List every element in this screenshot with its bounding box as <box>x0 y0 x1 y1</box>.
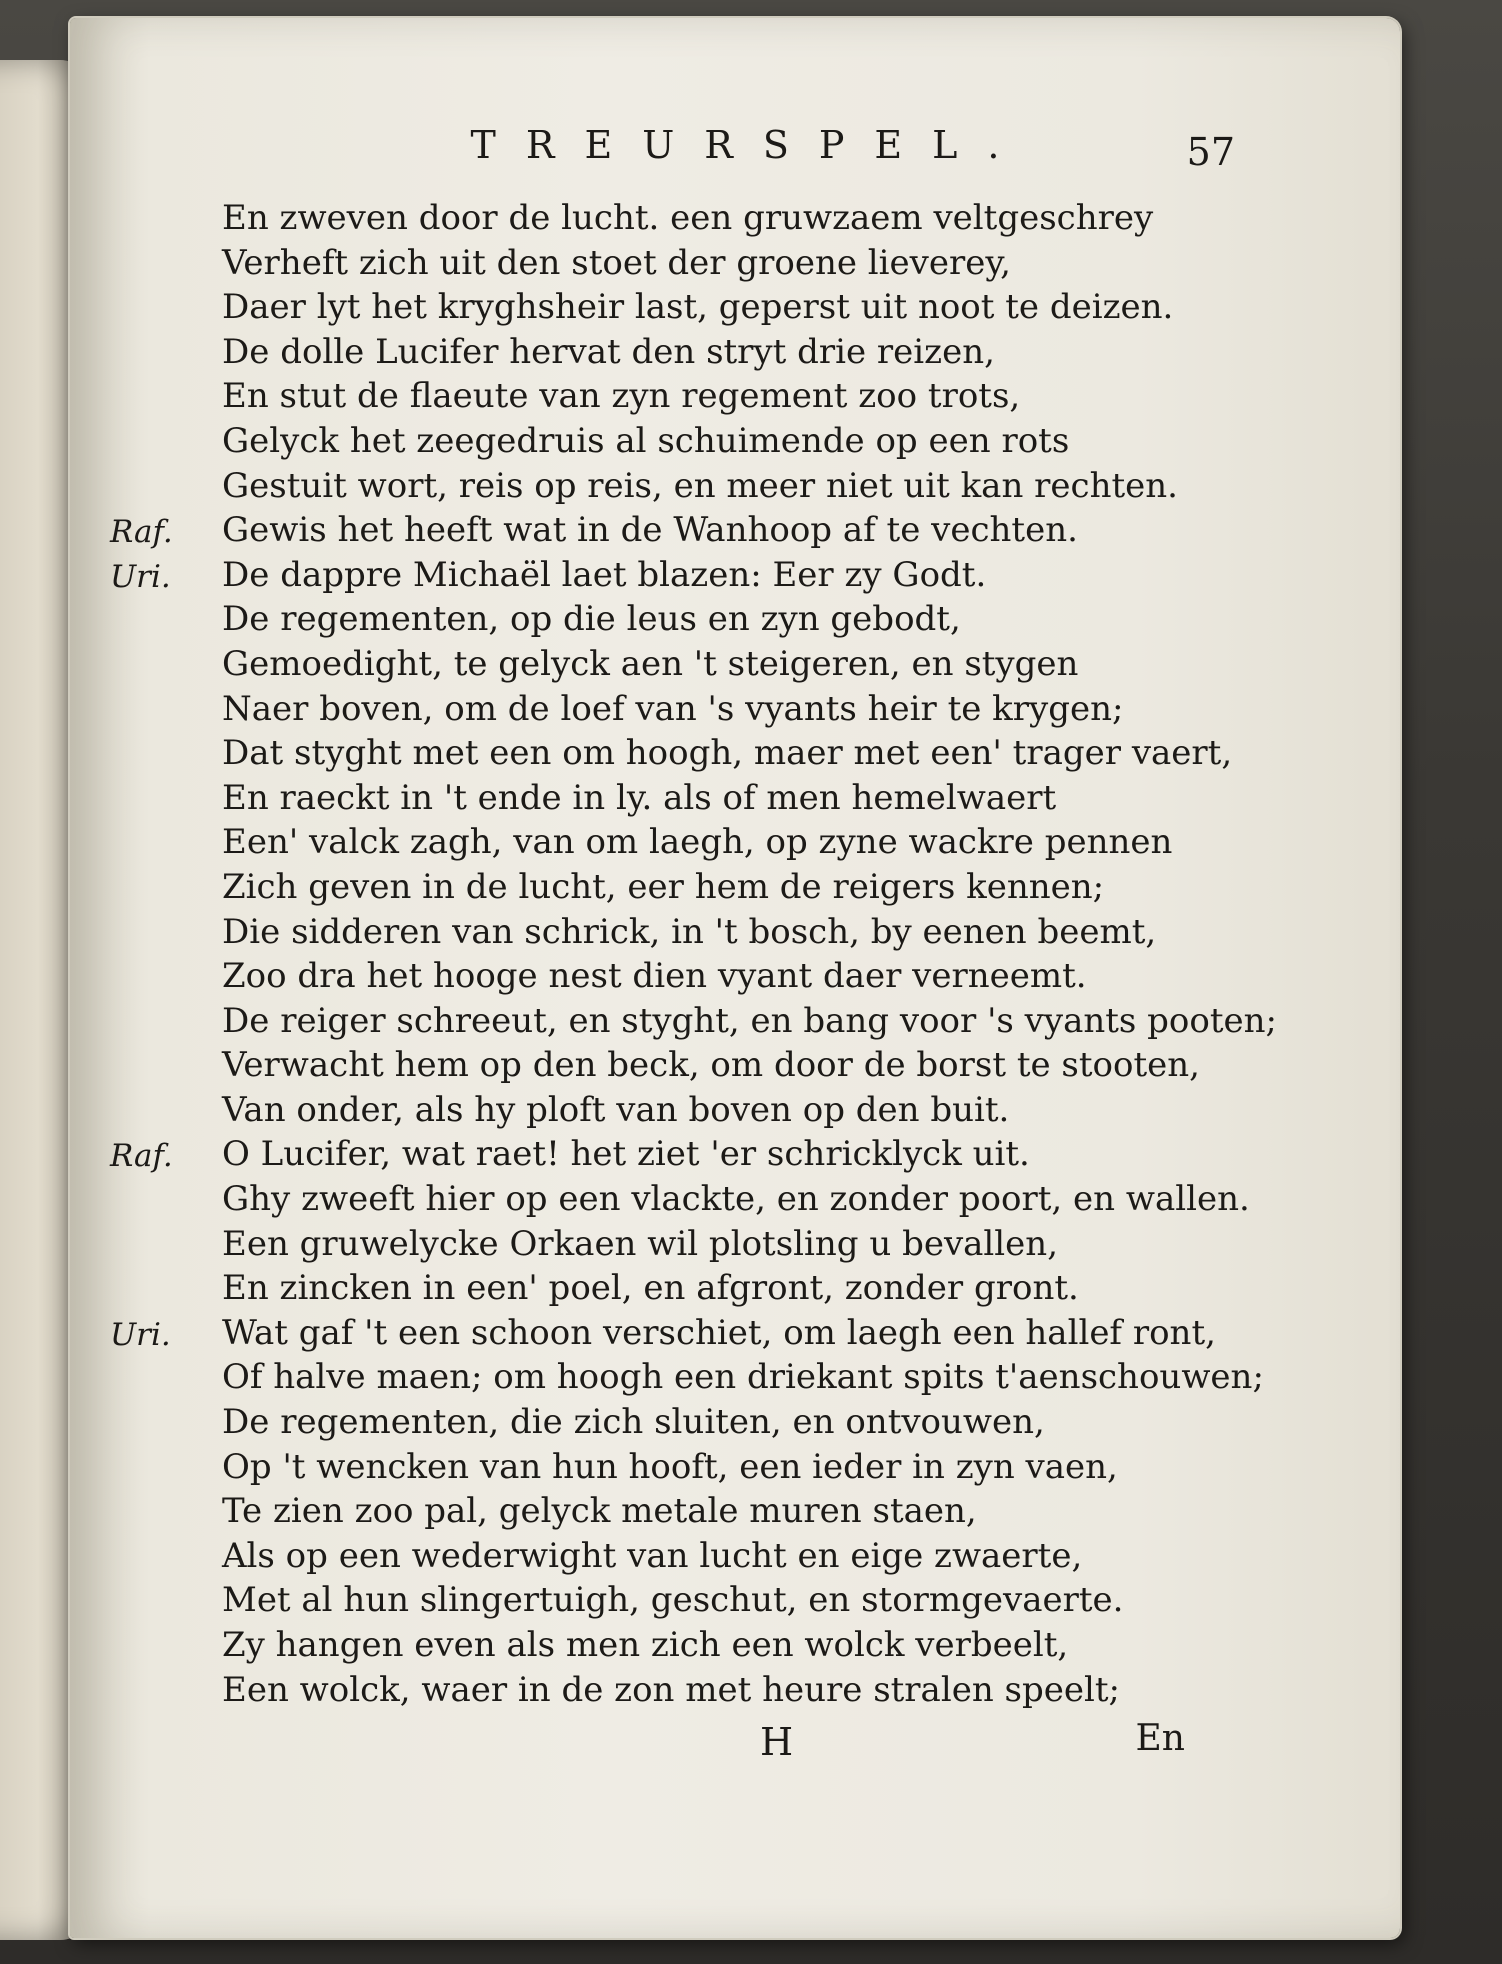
verse-line <box>110 1311 1260 1356</box>
verse-line-text: En zweven door de lucht. een gruwzaem veltgeschrey <box>222 198 1154 238</box>
verse-line <box>110 374 1260 419</box>
verse-line-text: De regementen, op die leus en zyn gebodt, <box>222 599 961 640</box>
verse-line <box>110 999 1278 1044</box>
verse-line <box>110 1489 1260 1534</box>
verse-line <box>110 1043 1260 1088</box>
verse-line <box>110 731 1260 776</box>
verse-line <box>110 1400 1260 1445</box>
verse-line <box>110 1534 1260 1579</box>
verse-line-text: Naer boven, om de loef van 's vyants heir te krygen; <box>222 688 1124 729</box>
verse-line-text: Met al hun slingertuigh, geschut, en stormgevaerte. <box>222 1580 1124 1621</box>
verse-line-text: Of halve maen; om hoogh een driekant spits t'aenschouwen; <box>222 1357 1264 1398</box>
verse-line-text: De reiger schreeut, en styght, en bang voor 's vyants pooten; <box>222 1000 1278 1041</box>
verse-line-text: Die sidderen van schrick, in 't bosch, by eenen beemt, <box>222 911 1157 952</box>
verse-line-text: Gewis het heeft wat in de Wanhoop af te vechten. <box>222 510 1078 551</box>
page-number: 57 <box>1186 130 1235 174</box>
verse-line-text: De dappre Michaël laet blazen: Eer zy Godt. <box>222 554 987 595</box>
verse-line <box>110 419 1260 464</box>
verse-line <box>110 1623 1260 1668</box>
verse-line <box>110 553 1260 598</box>
verse-line <box>110 687 1260 732</box>
verse-line-text: En stut de flaeute van zyn regement zoo trots, <box>222 376 1021 417</box>
verse-line-text: Verheft zich uit den stoet der groene lieverey, <box>222 242 1011 283</box>
verse-line-text: En zincken in een' poel, en afgront, zonder gront. <box>222 1268 1079 1309</box>
verse-line <box>110 330 1260 375</box>
verse-line-text: Een' valck zagh, van om laegh, op zyne wackre pennen <box>222 822 1173 863</box>
verse-line <box>110 285 1260 330</box>
speaker-label: Uri. <box>110 1316 171 1353</box>
verse-line <box>110 1132 1260 1177</box>
verse-line-text: Als op een wederwight van lucht en eige zwaerte, <box>222 1535 1083 1576</box>
verse-text <box>110 196 1278 1712</box>
verse-line <box>110 1266 1260 1311</box>
verse-line <box>110 1177 1260 1222</box>
verse-line <box>110 1445 1260 1490</box>
verse-line-text: Een gruwelycke Orkaen wil plotsling u bevallen, <box>222 1223 1059 1264</box>
verse-line-text: Wat gaf 't een schoon verschiet, om laegh een hallef ront, <box>222 1312 1216 1353</box>
verse-line <box>110 776 1260 821</box>
verse-line <box>110 1222 1260 1267</box>
catchword: En <box>1135 1718 1185 1759</box>
verse-line-text: De regementen, die zich sluiten, en ontvouwen, <box>222 1402 1045 1443</box>
verse-line-text: Ghy zweeft hier op een vlackte, en zonder poort, en wallen. <box>222 1179 1250 1220</box>
verse-line-text: Dat styght met een om hoogh, maer met een' trager vaert, <box>222 733 1233 774</box>
signature-mark: H <box>760 1720 794 1764</box>
speaker-label: Raf. <box>110 1138 173 1175</box>
verse-line-text: Gemoedight, te gelyck aen 't steigeren, en stygen <box>222 643 1079 684</box>
verse-line-text: Daer lyt het kryghsheir last, geperst uit noot te deizen. <box>222 287 1174 328</box>
verse-line <box>110 865 1260 910</box>
verse-line <box>110 820 1260 865</box>
verse-line-text: Zoo dra het hooge nest dien vyant daer verneemt. <box>222 956 1087 997</box>
verse-line <box>110 642 1260 687</box>
verse-line <box>110 597 1260 642</box>
speaker-label: Uri. <box>110 558 171 595</box>
verse-line-text: Te zien zoo pal, gelyck metale muren staen, <box>222 1491 977 1532</box>
verse-line-text: Op 't wencken van hun hooft, een ieder in zyn vaen, <box>222 1446 1118 1487</box>
verse-line-text: Zy hangen even als men zich een wolck verbeelt, <box>222 1625 1069 1665</box>
book-page <box>70 18 1400 1938</box>
verse-line <box>110 464 1260 509</box>
verse-line <box>110 1668 1260 1713</box>
verse-line-text: Gestuit wort, reis op reis, en meer niet uit kan rechten. <box>222 465 1178 506</box>
verse-line <box>110 1088 1260 1133</box>
verse-line <box>110 196 1260 241</box>
verse-line-text: O Lucifer, wat raet! het ziet 'er schricklyck uit. <box>222 1134 1030 1175</box>
verse-line <box>110 1355 1264 1400</box>
running-head: TREURSPEL. <box>470 123 1030 167</box>
verse-line-text: Van onder, als hy ploft van boven op den buit. <box>222 1089 1010 1130</box>
verse-line <box>110 241 1260 286</box>
verse-line-text: Zich geven in de lucht, eer hem de reigers kennen; <box>222 866 1105 907</box>
verse-line-text: En raeckt in 't ende in ly. als of men hemelwaert <box>222 777 1057 818</box>
verse-line <box>110 508 1260 553</box>
verse-line-text: De dolle Lucifer hervat den stryt drie reizen, <box>222 331 995 372</box>
verse-line <box>110 1578 1260 1623</box>
speaker-label: Raf. <box>110 514 173 551</box>
verse-line-text: Verwacht hem op den beck, om door de borst te stooten, <box>222 1045 1200 1086</box>
verse-line <box>110 954 1260 999</box>
verse-line-text: Gelyck het zeegedruis al schuimende op een rots <box>222 420 1070 461</box>
verse-line-text: Een wolck, waer in de zon met heure stralen speelt; <box>222 1669 1120 1710</box>
verse-line <box>110 910 1260 955</box>
